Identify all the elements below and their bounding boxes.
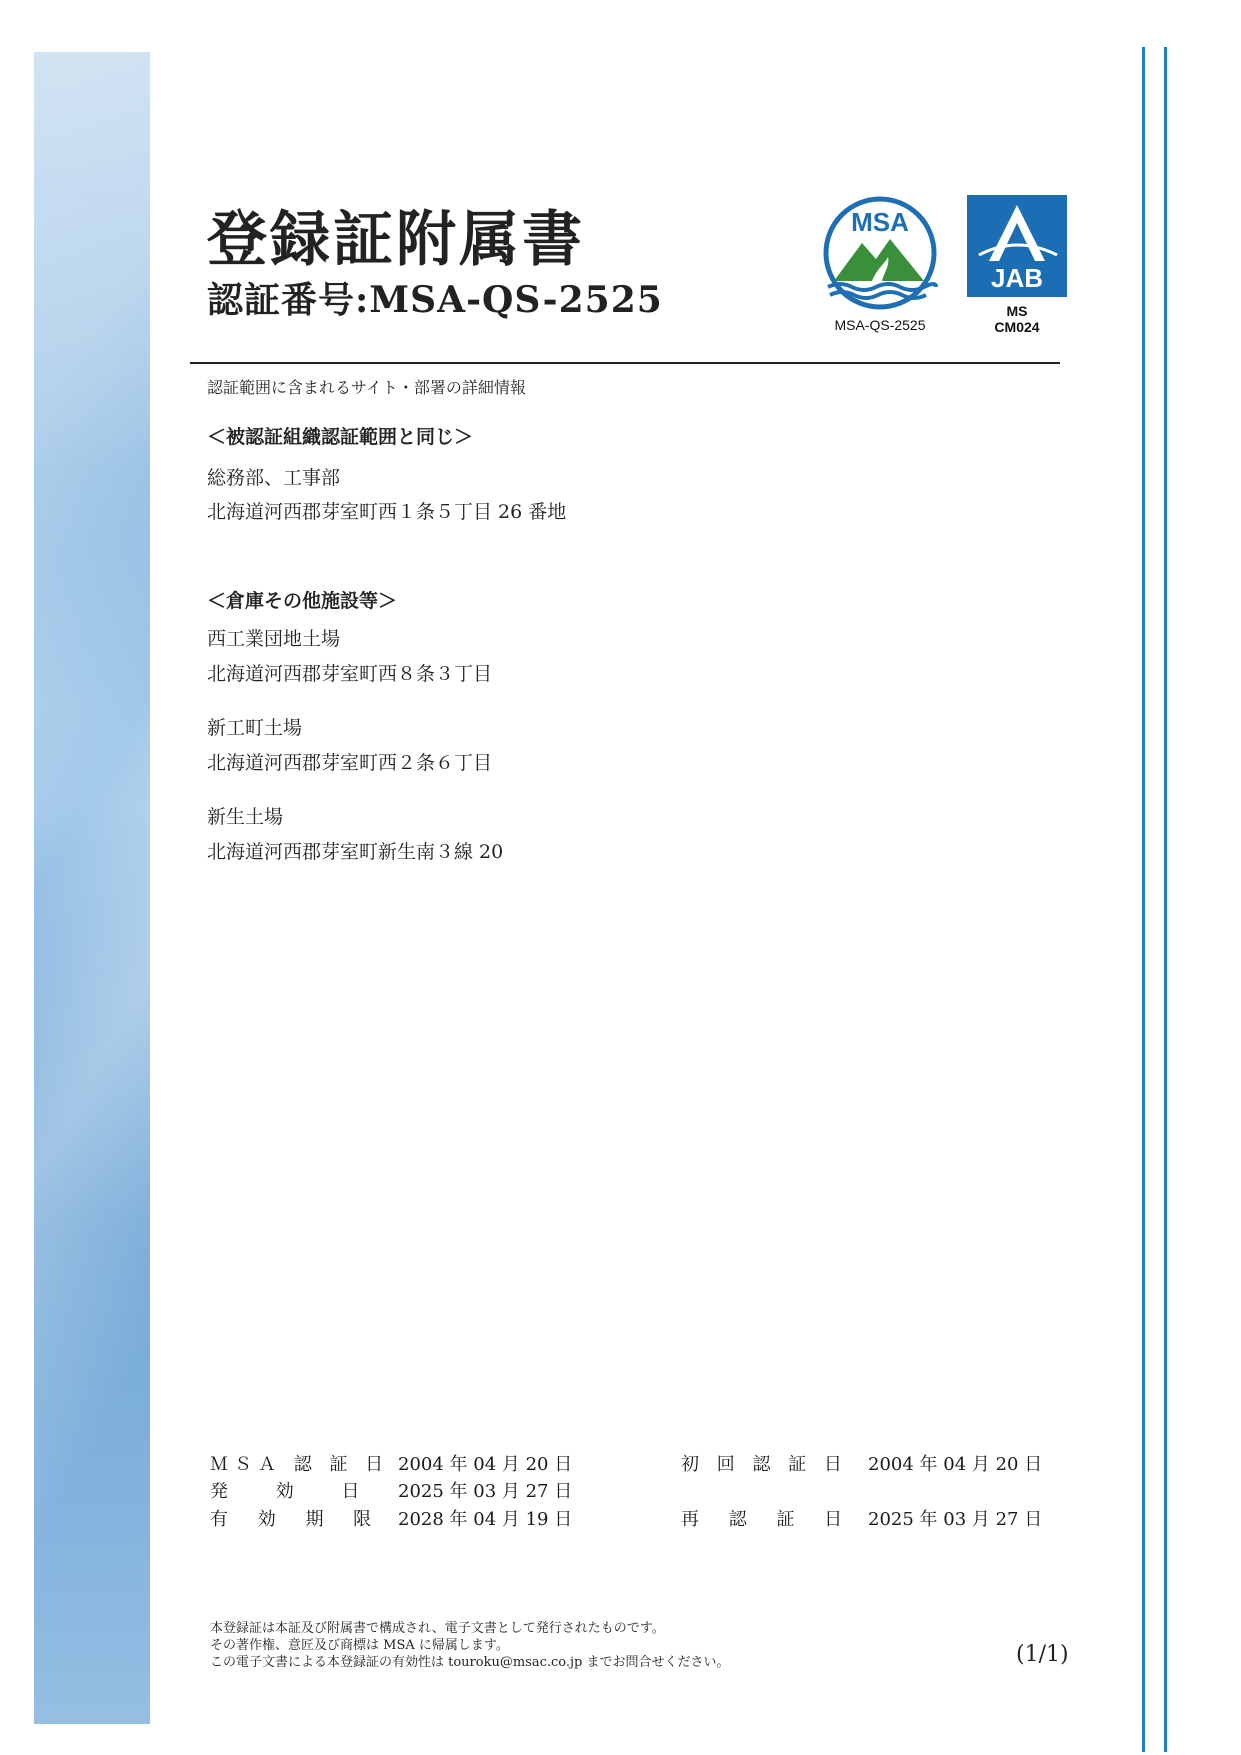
section1-heading: ＜被認証組織認証範囲と同じ＞ bbox=[207, 426, 474, 448]
site-name: 新工町土場 bbox=[207, 717, 303, 739]
jab-caption-code: CM024 bbox=[994, 319, 1040, 335]
footer-notes bbox=[210, 1620, 730, 1671]
expiry-date-label: 有 効 期 限 bbox=[210, 1509, 384, 1530]
footer-line-1: 本登録証は本証及び附属書で構成され、電子文書として発行されたものです。 bbox=[210, 1621, 665, 1636]
msa-cert-date-label: ＭＳＡ 認 証 日 bbox=[210, 1454, 390, 1475]
recert-date: 2025 年 03 月 27 日 bbox=[868, 1509, 1043, 1530]
header-divider bbox=[190, 362, 1060, 364]
initial-cert-date-label: 初 回 認 証 日 bbox=[681, 1454, 848, 1475]
recert-date-label: 再 認 証 日 bbox=[681, 1509, 845, 1530]
effective-date-label: 発 効 日 bbox=[210, 1481, 368, 1502]
footer-line-2: その著作権、意匠及び商標は MSA に帰属します。 bbox=[210, 1638, 509, 1653]
site-name: 新生土場 bbox=[207, 806, 284, 828]
expiry-date: 2028 年 04 月 19 日 bbox=[398, 1509, 573, 1530]
site-address: 北海道河西郡芽室町西８条３丁目 bbox=[207, 663, 493, 685]
initial-cert-date: 2004 年 04 月 20 日 bbox=[868, 1454, 1043, 1475]
scope-note: 認証範囲に含まれるサイト・部署の詳細情報 bbox=[207, 378, 526, 397]
page-indicator: (1/1) bbox=[1016, 1642, 1069, 1667]
right-border-line-1 bbox=[1142, 47, 1145, 1752]
section1-address: 北海道河西郡芽室町西１条５丁目 26 番地 bbox=[207, 501, 567, 523]
msa-logo bbox=[818, 195, 942, 335]
footer-line-3: この電子文書による本登録証の有効性は touroku@msac.co.jp までお問合せください。 bbox=[210, 1655, 730, 1670]
jab-logo bbox=[965, 195, 1069, 335]
msa-wordmark: MSA bbox=[851, 207, 909, 237]
effective-date: 2025 年 03 月 27 日 bbox=[398, 1481, 573, 1502]
jab-caption-ms: MS bbox=[1006, 303, 1028, 319]
certificate-number: 認証番号:MSA-QS-2525 bbox=[207, 279, 663, 321]
section1-departments: 総務部、工事部 bbox=[207, 467, 341, 489]
right-border-line-2 bbox=[1164, 47, 1167, 1752]
msa-logo-caption: MSA-QS-2525 bbox=[834, 317, 926, 333]
document-title: 登録証附属書 bbox=[207, 205, 585, 275]
jab-wordmark: JAB bbox=[990, 263, 1044, 293]
msa-cert-date: 2004 年 04 月 20 日 bbox=[398, 1454, 573, 1475]
site-address: 北海道河西郡芽室町西２条６丁目 bbox=[207, 752, 493, 774]
site-address: 北海道河西郡芽室町新生南３線 20 bbox=[207, 841, 504, 863]
decorative-side-band bbox=[34, 52, 150, 1724]
section2-heading: ＜倉庫その他施設等＞ bbox=[207, 590, 398, 612]
site-name: 西工業団地土場 bbox=[207, 628, 341, 650]
